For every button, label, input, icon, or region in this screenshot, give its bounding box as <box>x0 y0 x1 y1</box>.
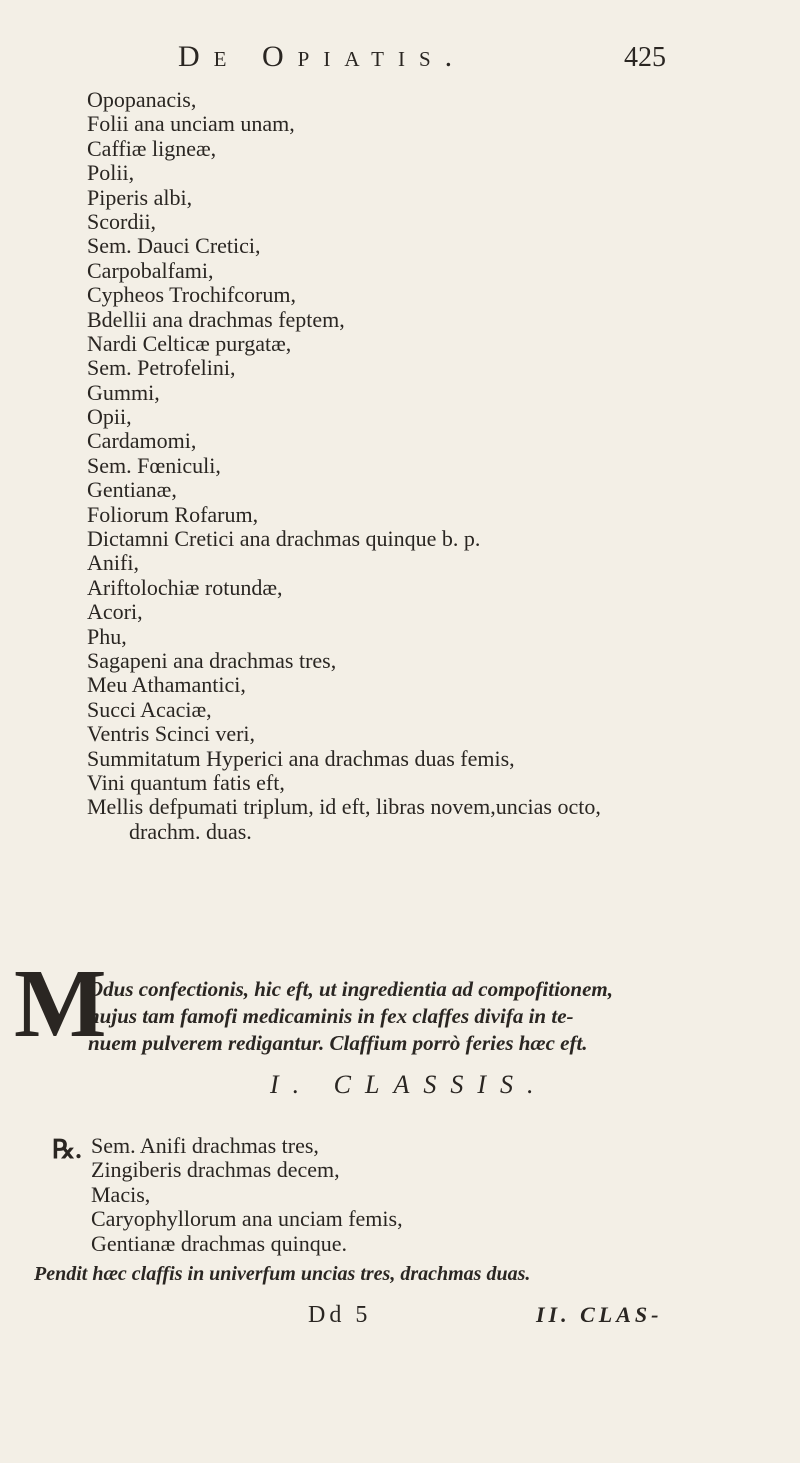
ingredient-line: Anifi, <box>87 550 139 576</box>
ingredient-line: Opopanacis, <box>87 87 197 112</box>
paragraph-line: nuem pulverem redigantur. Claffium porrò feries hæc eft. <box>88 1031 588 1055</box>
ingredient-line: Cypheos Trochifcorum, <box>87 282 296 308</box>
ingredient-line: Ventris Scinci veri, <box>87 721 256 747</box>
ingredient-line: Sem. Fœniculi, <box>87 452 221 478</box>
ingredient-line: Sagapeni ana drachmas tres, <box>87 647 337 673</box>
ingredient-line: drachm. duas. <box>129 818 252 844</box>
paragraph-line: Odus confectionis, hic eft, ut ingredientia ad compofitionem, <box>88 977 613 1001</box>
ingredient-line: Acori, <box>87 599 143 625</box>
ingredient-line: Foliorum Rofarum, <box>87 501 259 527</box>
ingredient-line: Vini quantum fatis eft, <box>87 769 285 795</box>
ingredient-line: Meu Athamantici, <box>87 672 246 698</box>
ingredient-line: Succi Acaciæ, <box>87 696 212 722</box>
summary-line: Pendit hæc claffis in univerfum uncias tres, drachmas duas. <box>34 1263 531 1285</box>
ingredient-line: Carpobalfami, <box>87 257 214 283</box>
recipe-line: Gentianæ drachmas quinque. <box>91 1230 347 1256</box>
ingredient-line: Scordii, <box>87 208 157 234</box>
recipe-symbol: ℞. <box>52 1135 82 1164</box>
signature-mark: Dd 5 <box>308 1302 372 1328</box>
paragraph-line: hujus tam famofi medicaminis in fex claffes divifa in te- <box>88 1004 574 1028</box>
drop-cap: M <box>14 950 107 1058</box>
ingredient-line: Cardamomi, <box>87 428 197 454</box>
catchword: II. CLAS- <box>536 1302 663 1327</box>
page-footer <box>0 1302 800 1342</box>
ingredient-line: Sem. Dauci Cretici, <box>87 233 261 259</box>
ingredient-line: Mellis defpumati triplum, id eft, libras novem,uncias octo, <box>87 794 601 820</box>
ingredient-line: Polii, <box>87 160 135 186</box>
ingredient-line: Bdellii ana drachmas feptem, <box>87 306 345 332</box>
recipe-list <box>91 1134 403 1256</box>
recipe-line: Caryophyllorum ana unciam femis, <box>91 1206 403 1232</box>
ingredient-line: Phu, <box>87 623 127 649</box>
ingredient-line: Summitatum Hyperici ana drachmas duas femis, <box>87 745 515 771</box>
ingredient-line: Dictamni Cretici ana drachmas quinque b. p. <box>87 526 481 552</box>
recipe-line: Zingiberis drachmas decem, <box>91 1157 340 1183</box>
ingredient-line: Folii ana unciam unam, <box>87 111 295 137</box>
ingredient-line: Sem. Petrofelini, <box>87 355 236 381</box>
ingredient-line: Ariftolochiæ rotundæ, <box>87 574 283 600</box>
page-header <box>0 40 800 80</box>
page-number: 425 <box>624 42 666 73</box>
ingredient-line: Piperis albi, <box>87 184 193 210</box>
ingredient-line: Caffiæ ligneæ, <box>87 135 217 161</box>
ingredient-line: Gummi, <box>87 379 160 405</box>
recipe-line: Sem. Anifi drachmas tres, <box>91 1133 319 1158</box>
ingredient-list <box>87 88 727 844</box>
class-heading: I. CLASSIS. <box>270 1070 548 1099</box>
running-head: De Opiatis. <box>178 40 467 73</box>
recipe-line: Macis, <box>91 1181 151 1207</box>
ingredient-line: Opii, <box>87 404 132 430</box>
ingredient-line: Gentianæ, <box>87 477 177 503</box>
ingredient-line: Nardi Celticæ purgatæ, <box>87 330 292 356</box>
